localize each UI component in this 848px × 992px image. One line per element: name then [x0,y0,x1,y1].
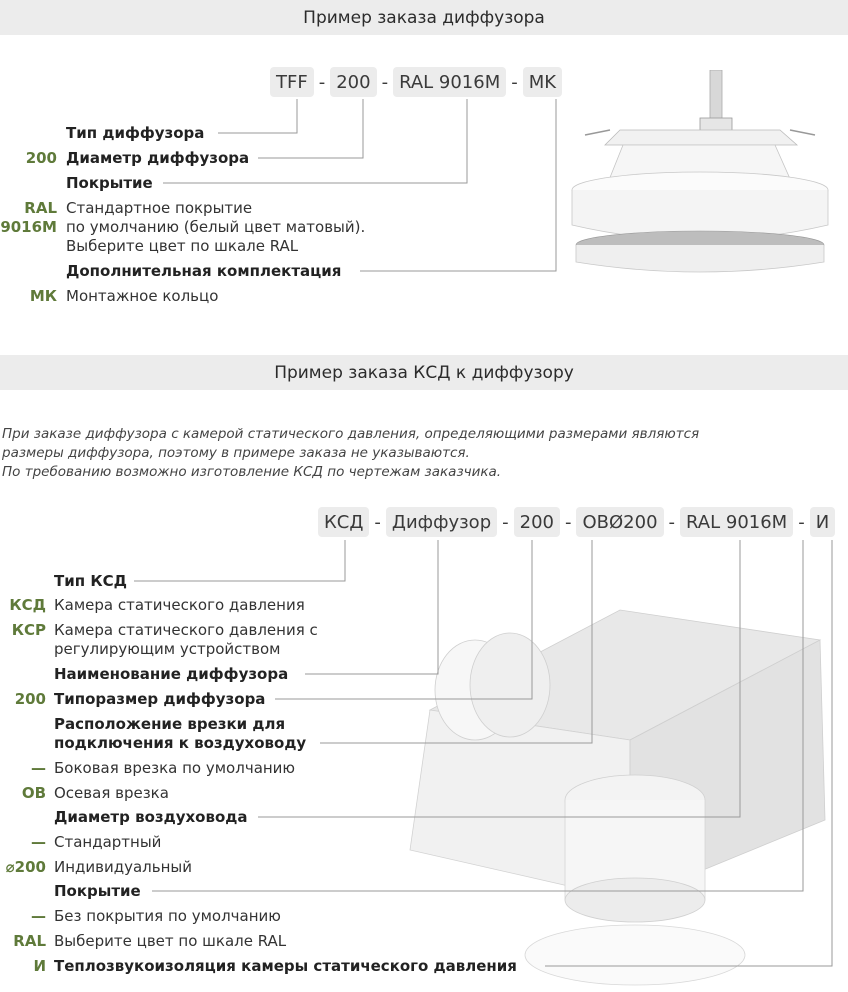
legend-key: 9016M [0,218,57,236]
diffuser-illustration [565,70,835,300]
legend-heading: Дополнительная комплектация [66,262,342,280]
ksd-illustration [400,600,845,992]
code-diameter: 200 [330,67,376,97]
legend-text: Монтажное кольцо [66,287,219,305]
legend-heading: Покрытие [66,174,153,192]
legend-heading: Теплозвукоизоляция камеры статического давления [54,957,517,975]
note-line: размеры диффузора, поэтому в примере заказа не указываются. [2,445,470,461]
legend-heading: Типоразмер диффузора [54,690,266,708]
code-insulation: И [810,507,835,537]
connector-coating [163,99,467,183]
legend-text: Стандартное покрытие [66,199,253,217]
legend-text: Без покрытия по умолчанию [54,907,281,925]
connector-extra [360,99,556,271]
legend-key: RAL [13,932,46,950]
legend-text: Стандартный [54,833,162,851]
legend-text: Индивидуальный [54,858,193,876]
legend-heading: Тип диффузора [66,124,205,142]
legend-text: Выберите цвет по шкале RAL [54,932,287,950]
code-coating: RAL 9016M [680,507,793,537]
section2-title: Пример заказа КСД к диффузору [274,362,574,383]
section2-title-band [0,355,848,390]
legend-key: КСР [11,621,46,639]
code-extra: MK [523,67,562,97]
legend-key: — [31,907,46,925]
code-coating: RAL 9016M [393,67,506,97]
legend-key: ⌀200 [5,858,46,876]
connector-diameter [258,99,363,158]
legend-key: — [31,833,46,851]
legend-text: регулирующим устройством [54,640,281,658]
legend-heading: Диаметр воздуховода [54,808,248,826]
legend-heading: Тип КСД [54,572,127,590]
code-diffuser-name: Диффузор [386,507,497,537]
ksd-order-code [318,507,835,537]
legend-text: Выберите цвет по шкале RAL [66,237,299,255]
code-separator: - [564,511,572,533]
legend-text: Осевая врезка [54,784,169,802]
legend-key: 200 [14,690,46,708]
code-inlet: ОВØ200 [576,507,663,537]
order-note [2,425,699,482]
code-separator: - [318,71,326,93]
note-line: По требованию возможно изготовление КСД по чертежам заказчика. [2,464,502,480]
code-type: TFF [270,67,314,97]
note-line: При заказе диффузора с камерой статического давления, определяющими размерами являются [2,426,700,442]
code-separator: - [511,71,518,93]
legend-key: ОВ [21,784,46,802]
code-separator: - [374,511,381,533]
legend-text: Боковая врезка по умолчанию [54,759,296,777]
legend-heading: Диаметр диффузора [66,149,250,167]
code-size: 200 [514,507,560,537]
code-separator: - [668,511,676,533]
legend-heading: Покрытие [54,882,141,900]
legend-heading: Расположение врезки для [54,715,286,733]
connector-ksd-type [134,540,345,581]
code-ksd-type: КСД [318,507,369,537]
legend-key: МК [29,287,57,305]
connector-type [218,99,297,133]
legend-key: И [33,957,46,975]
code-separator: - [502,511,509,533]
legend-text: по умолчанию (белый цвет матовый). [66,218,366,236]
legend-text: Камера статического давления с [54,621,318,639]
legend-key: — [31,759,46,777]
code-separator: - [798,511,805,533]
legend-heading: подключения к воздуховоду [54,734,307,752]
legend-key: 200 [25,149,57,167]
legend-key: RAL [24,199,57,217]
legend-text: Камера статического давления [54,596,305,614]
legend-heading: Наименование диффузора [54,665,289,683]
legend-key: КСД [9,596,46,614]
section1-title: Пример заказа диффузора [303,7,545,28]
code-separator: - [381,71,389,93]
